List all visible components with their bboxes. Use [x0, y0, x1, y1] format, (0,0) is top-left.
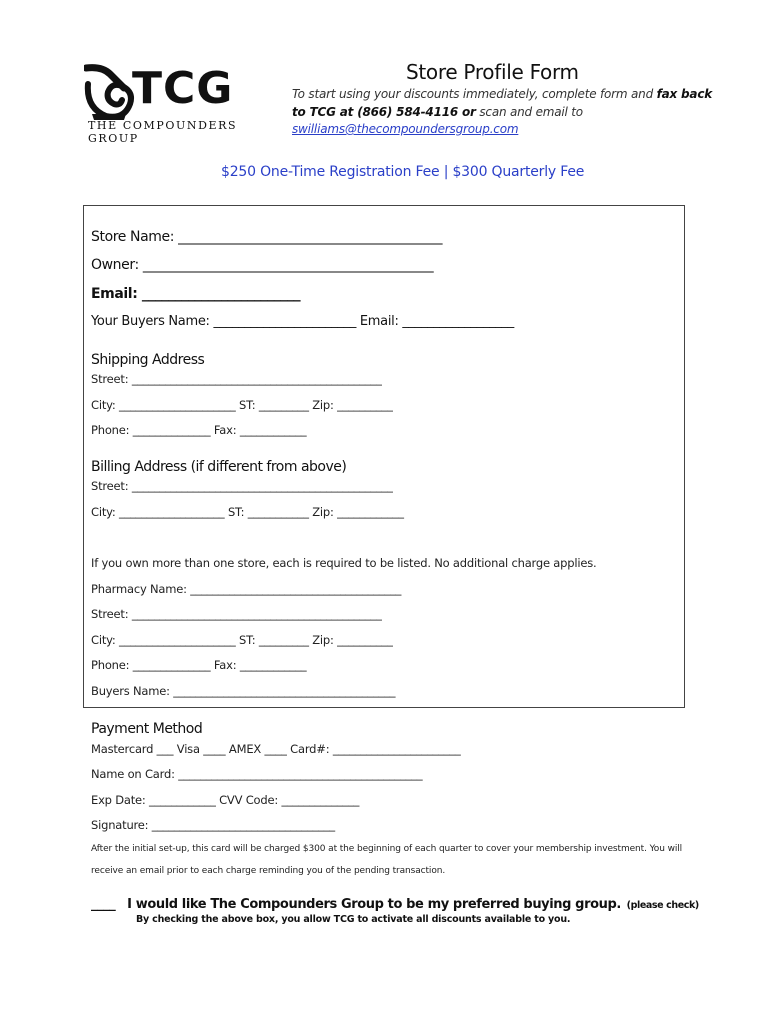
additional-buyers-field[interactable]: Buyers Name: ________________________________________ [91, 684, 396, 698]
logo-letters: TCG [132, 63, 234, 114]
consent-text: I would like The Compounders Group to be my preferred buying group. [127, 897, 621, 912]
owner-field[interactable]: Owner: ____________________________________________ [91, 257, 434, 273]
consent-note: By checking the above box, you allow TCG to activate all discounts available to you. [136, 914, 571, 925]
consent-line [91, 897, 699, 912]
shipping-phone-field[interactable]: Phone: ______________ Fax: ____________ [91, 423, 307, 437]
shipping-city-field[interactable]: City: _____________________ ST: _________ Zip: __________ [91, 398, 393, 412]
multi-store-note: If you own more than one store, each is required to be listed. No additional charge applies. [91, 556, 597, 570]
intro-fax-text: fax back [656, 87, 713, 101]
payment-note-line-2: receive an email prior to each charge reminding you of the pending transaction. [91, 866, 446, 876]
store-name-field[interactable]: Store Name: ________________________________________ [91, 229, 443, 245]
billing-city-field[interactable]: City: ___________________ ST: ___________ Zip: ____________ [91, 505, 404, 519]
payment-heading: Payment Method [91, 721, 203, 737]
fee-summary: $250 One-Time Registration Fee | $300 Quarterly Fee [221, 164, 585, 180]
shipping-heading: Shipping Address [91, 352, 205, 368]
additional-phone-field[interactable]: Phone: ______________ Fax: ____________ [91, 658, 307, 672]
intro-scan-text: scan and email to [475, 105, 583, 119]
card-type-field[interactable]: Mastercard ___ Visa ____ AMEX ____ Card#: _______________________ [91, 742, 461, 756]
consent-check-hint: (please check) [626, 900, 699, 911]
additional-street-field[interactable]: Street: _____________________________________________ [91, 607, 382, 621]
tcg-logo [84, 62, 256, 145]
additional-city-field[interactable]: City: _____________________ ST: _________ Zip: __________ [91, 633, 393, 647]
name-on-card-field[interactable]: Name on Card: ____________________________________________ [91, 767, 423, 781]
billing-street-field[interactable]: Street: _______________________________________________ [91, 479, 393, 493]
shipping-street-field[interactable]: Street: _____________________________________________ [91, 372, 382, 386]
intro-fax-number: to TCG at (866) 584-4116 or [292, 105, 476, 119]
buyers-name-field[interactable]: Your Buyers Name: _______________________ Email: __________________ [91, 314, 514, 329]
signature-field[interactable]: Signature: _________________________________ [91, 818, 335, 832]
exp-cvv-field[interactable]: Exp Date: ____________ CVV Code: ______________ [91, 793, 360, 807]
intro-line-2 [292, 105, 583, 119]
billing-heading: Billing Address (if different from above) [91, 459, 347, 475]
contact-email-link[interactable]: swilliams@thecompoundersgroup.com [292, 122, 519, 136]
email-field[interactable]: Email: ________________________ [91, 286, 301, 302]
page-title: Store Profile Form [406, 60, 579, 84]
pharmacy-name-field[interactable]: Pharmacy Name: ______________________________________ [91, 582, 402, 596]
intro-line-1 [292, 87, 712, 101]
consent-checkbox[interactable]: ____ [91, 897, 116, 912]
payment-note-line-1: After the initial set-up, this card will be charged $300 at the beginning of each quarter to cover your membership investment. You will [91, 844, 683, 854]
logo-subtitle: THE COMPOUNDERS GROUP [88, 119, 238, 145]
intro-text: To start using your discounts immediately, complete form and [292, 87, 657, 101]
